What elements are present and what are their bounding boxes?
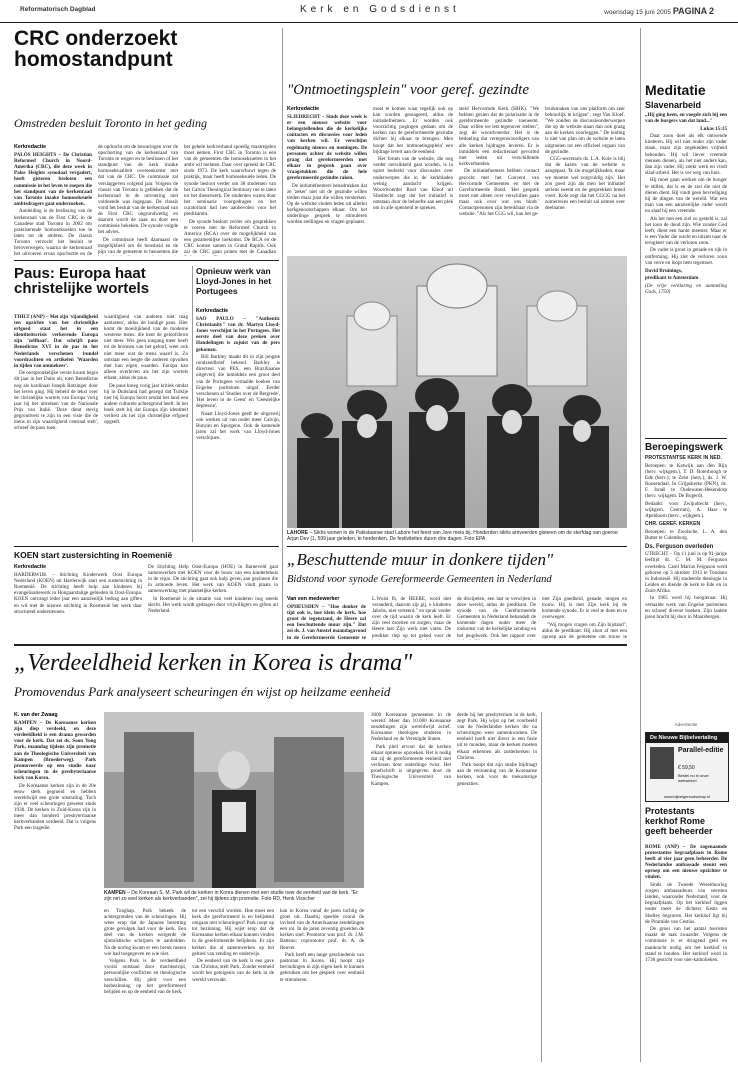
sikh-photo-caption: LAHORE – Sikhs wonen in de Pakistaanse stad Lahore het feest van Jore mela bij. Honderden sikhs arriveerden gisteren om de sterfdag van goeroe Arjan Dev (1, 599 jaar geleden, te herdenken. De festiviteiten duren drie dagen. Foto EPA — [287, 530, 618, 542]
paper-name: Reformatorisch Dagblad — [20, 6, 96, 13]
meditatie-ref: Lukas 15:15 — [700, 125, 727, 132]
beroepingswerk-text: Beroepen: te Zwolsche, L. A. den Butter te Culemborg. — [645, 528, 727, 541]
crc-paragraph: het gehele kerkverband spoedig maatregelen moet nemen. First CRC in Toronto is een van de gemeenten die homoseksuelen in het ambt wil toelaten. Daar over spreekt de CRC sinds 1973. De kerk waarschuwt tegen de praktijk, maar heeft homoseksuele leden. De synode besloot verder om 38 studenten van het Calvin Theological Seminary toe te laten tot het dienstwerk. De studenten waren door het seminarie voorgedragen en het curatorium had hen aanbevolen voor het predikambt. — [184, 144, 276, 218]
korea-paragraph: De Koreaanse kerken zijn in de 20e eeuw sterk gegroeid en hebben wereldwijd een grote uitstraling. Toch zijn er veel scheuringen geweest sinds 1938. De kerken in Zuid-Korea zijn in meer dan honderd presbyteriaanse kerkverbanden verdeeld. Dat is volgens Park een tragedie. — [14, 782, 96, 832]
bidstond-paragraph: "Wij mogen vragen om Zijn bijstand", aldus de predikant. Hij sloot af met een oproep aan de gemeente om trouw te — [542, 621, 627, 640]
bidstond-kicker: Van een medewerker — [287, 596, 340, 602]
divider — [14, 644, 627, 646]
section-title: Kerk en Godsdienst — [300, 4, 460, 15]
korea-byline: K. van der Zwaag — [14, 712, 58, 718]
korea-paragraph: derde bij het presbyterium in de kerk, zegt Park. Hij wijst op het voorbeeld van de Nederlandse kerken die na scheuringen weer samenkwamen. De eenheid hoeft niet direct in een fusie uit te monden, maar de kerken moeten elkaar erkennen als zusterkerken in Christus. — [457, 712, 537, 761]
column-divider — [541, 712, 542, 1062]
crc-headline: CRC onderzoekt homostandpunt — [14, 28, 178, 70]
column-divider — [192, 266, 193, 542]
meditatie-title: Slavenarbeid — [645, 100, 702, 110]
bidstond-lead: OPHEUSDEN – "Hoe donker de tijd ook is, hoe klein de kerk, hoe groot de tegenstand, de Heere zal een beschuttende muur zijn." Dat zei ds. J. van Amstel maandagavond in de Gereformeerde Gemeente te — [287, 604, 366, 640]
lloyd-paragraph: Naast Lloyd-Jones geeft de uitgeverij ook werken uit van onder meer Calvijn, Bunyan en Spurgeon. Ook de komende jaren zal het werk van Lloyd-Jones verschijnen. — [196, 410, 280, 441]
beroepingswerk-text: Beroepen: te Katwijk aan den Rijn (herv. wijkgem.), T. D. Boterboogh te Ede (herv.); te Zeist (herv.), ds. J. W. Roosendaal. In Grijpskerke (PKN), ds. F. Israël te Oudewater-Hekendorp (herv. wijkgem. De Bogerd). — [645, 462, 727, 500]
synode-lead: SLIEDRECHT – Sinds deze week is er een nieuwe website voor belangstellenden die de kerkelijke contacten en discussies voor leden van kerken wil. Er verschijnt regelmatig nieuws en meningen. De personen achter de website willen graag dat gereformeerden met elkaar in gesprek gaan over vraagstukken die de hele gereformeerde gezindte raken. — [287, 114, 367, 182]
bidstond-subhead: Bidstond voor synode Gereformeerde Gemeenten in Nederland — [287, 574, 552, 585]
beroepingswerk-column — [645, 442, 727, 718]
synode-paragraph: De initiatiefnemers benadrukken dat ze 'zeker' niet uit de gezindte willen treden maar juist die willen versterken. Op de website vinden leden uit allerlei kerkgenootschappen elkaar. Om het onderlinge gesprek te stimuleren worden stellingen en vragen geplaatst. — [287, 182, 367, 226]
protestants-body — [645, 844, 727, 1062]
paus-paragraph: De paus kreeg vorig jaar kritiek omdat hij in Duitsland had gezegd dat Turkije niet bij Europa hoort omdat het land een andere culturele achtergrond heeft. In het boek stelt hij dat Europa zijn identiteit verliest als het zijn christelijke erfgoed opgeeft. — [104, 382, 188, 426]
divider — [14, 260, 279, 261]
sikh-photo — [287, 256, 627, 528]
synode-paragraph: Het forum van de website, die nog verder ontwikkeld gaat worden, is in opzet bedoeld voor discussies over onderwerpen die in de kerkbladen weinig aandacht krijgen. Woordvoerder Roel van Kloof uit Sliedrecht zegt dat het initiatief is ontstaan door de behoefte aan een plek om in alle openheid te spreken. — [373, 156, 453, 211]
lloyd-headline: Opnieuw werk van Lloyd-Jones in het Portugees — [196, 266, 272, 296]
koen-kicker: Kerkredactie — [14, 564, 47, 570]
crc-paragraph: De synode besloot verder om gesprekken te voeren met de Reformed Church in America (RCA) over de mogelijkheid van een gezamenlijke toekomst. De RCA en de CRC komen samen in Grand Rapids. Ook zal de CRC gaan praten met de Canadian — [184, 218, 276, 256]
beroepingswerk-sub: CHR. GEREF. KERKEN — [645, 520, 701, 527]
koen-col-1 — [14, 564, 142, 640]
synode-kicker: Kerkredactie — [287, 106, 320, 112]
crc-kicker: Kerkredactie — [14, 144, 47, 150]
page-header — [0, 0, 738, 23]
synode-paragraph: CGG-secretaris ds. L.A. Kole is blij dat de kaarts van de website is aangepast. 'Ik zie mogelijkheden, maar we moeten wel zorgvuldig zijn.' Het zou goed zijn als men het initiatief serieus neemt en de gesprekken breed voert. Kole zegt dat het CGGG na het zomerreces een besluit zal nemen over deelname. — [545, 156, 625, 211]
koen-paragraph: De Stichting Help Oost-Europa (HOE) in Barneveld gaat samenwerken met KOEN voor de bouw van een kindertehuis in de regio. De stichting gaat ook hulp geven aan gezinnen die in armoede leven. Het werk van KOEN vindt plaats in samenwerking met plaatselijke kerken. — [148, 564, 278, 595]
bidstond-col-3 — [457, 596, 536, 640]
crc-lead: PALOS HEIGHTS – De Christian Reformed Church in Noord-Amerika (CRC), die deze week in Palos Heights synodaal vergadert, heeft gisteren besloten een commissie in het leven te roepen die het standpunt van de kerkenraad van Toronto inzake homoseksuele ambtsdragers gaat onderzoeken. — [14, 152, 92, 207]
korea-paragraph: Park heeft een lange geschiedenis van pastoraat in Korea. Hij hoopt zijn bevindingen in zijn eigen kerk te kunnen gebruiken om het gesprek over eenheid te stimuleren. — [280, 952, 364, 983]
meditatie-role: predikant te Amsterdam — [645, 275, 699, 282]
korea-paragraph: en Tonghap. Park bekeek de achtergronden van de scheuringen. Hij wees erop dat de Japanse bezetting grote gevolgen had voor de kerk. Een deel van de kerken weigerde de sjintoïstische schrijnen te aanbidden. Na de oorlog kwam er een breuk tussen wie had toegegeven en wie niet. — [104, 908, 186, 957]
koen-paragraph: HARDERWIJK – Stichting Kinderwerk Oost Europa Nederland (KOEN) uit Harderwijk start een zustersichting in Roemenië. De stichting heeft hulp aan kinderen bij evangelisatiewerk in Hongaarstalige gebieden in Oost-Europa. KOEN ontvangt ieder jaar een aanzienlijk bedrag aan giften en wil met de nieuwe stichting in Roemenië het werk daar structureel ondersteunen. — [14, 572, 142, 615]
korea-paragraph: 3000 Koreaanse gemeenten in de wereld. Meer dan 10.000 Koreaanse zendelingen zijn wereldwijd actief. Koreaanse theologen studeren in Nederland en de Verenigde Staten. — [371, 712, 451, 743]
divider — [645, 438, 727, 439]
sidebar-divider — [640, 28, 641, 1062]
meditatie-paragraph: Daar zoon doet als elk ontwende kinderen. Hij wil niet onder zijn vader staan, maar zijn zegeketden vrijheid behouden. Hij wil liever vreemde mensen dienen, als het niet anders kan, dan zijn vader. Hij zoekt werk en vindt slaaf-arbeid. Het is ver weg van huis. — [645, 133, 727, 176]
korea-col-1 — [14, 712, 96, 1062]
protestants-lead: ROME (ANP) – De zogenaamde protestantse begraafplaats in Rome heeft al vier jaar geen beheerder. De Nederlandse ambassade steunt een oproep om een nieuwe opzichter te vinden. — [645, 844, 727, 881]
korea-paragraph: kan in Korea vanaf de jaren tachtig de groei uit. Daarbij speelde vooral de invloed van de Amerikaanse zendelingen een rol. In de jaren zeventig groeiden de kerken snel. Promotor was prof. dr. J.M. Batteau; copromotor prof. dr. A. de Reuver. — [280, 908, 364, 951]
lloyd-kicker: Kerkredactie — [196, 308, 229, 314]
photo-credit: Foto EPA — [464, 536, 486, 542]
koen-col-2 — [148, 564, 278, 640]
korea-headline: „Verdeeldheid kerken in Korea is drama" — [14, 650, 413, 676]
bidstond-headline: „Beschuttende muur in donkere tijden" — [287, 550, 554, 569]
korea-paragraph: Park hoopt dat zijn studie bijdraagt aan de verzoening van de Koreaanse kerken, ook voor de toekomstige generaties. — [457, 762, 537, 787]
synode-paragraph: steld Hervormde Kerk (HHK). "We hebben gezien dat de polarisatie in de gereformeerde gezindte toeneemt. Daar willen we iets tegenover stellen", zegt de woordvoerder. Het is de bedoeling dat vertegenwoordigers van alle kerken bijdragen leveren. Er is inmiddels een redactieraad gevormd met leden uit verschillende kerkverbanden. — [459, 106, 539, 167]
paus-lead: TIHLT (ANP) – Met zijn 'vijandigheid ten opzichte van het christelijke erfgoed staat het in een identiteitscrisis verkerende Europa zijn 'zelfhaat'. Dat schrijft paus Benedictus XVI in de pas in het Nederlands verschenen bundel voordrachten en artikelen 'Waarden in tijden van ommekeer'. — [14, 314, 98, 369]
beroepingswerk-heading: Beroepingswerk — [645, 442, 723, 453]
meditatie-paragraph: Als het met een ziel zo gesteld is, zal het loon de dood zijn. Wie zonder God leeft, dient een harde meester. Maar er is een Vader die wacht en uitziet naar de terugkeer van de verloren zoon. — [645, 215, 727, 246]
book-icon — [650, 747, 674, 779]
korea-photo-image — [104, 712, 364, 888]
synode-paragraph: bruikmaken van ons platform om zeer behoorlijk te krijgen", zegt Van Kloef. "We zouden de discussieonderwerpen die op de website staan dan ook graag aan de kerken voorleggen." De leiding is niet van plan om de website te laten uitgroeien tot een officieel orgaan van de gezindte. — [545, 106, 625, 155]
synode-paragraph: moet te komen waar tegelijk ook op kan worden gereageerd, aldus de initiatiefnemers. Er worden ook voorzichtig pogingen gedaan om de kerken van de gereformeerde gezindte dichter bij elkaar te brengen. Men hoopt dat het 'ontmoetingsplein' een bijdrage levert aan de eenheid. — [373, 106, 453, 155]
ad-label: Advertentie — [674, 722, 698, 727]
koen-headline: KOEN start zustersichting in Roemenië — [14, 550, 173, 560]
crc-col-3 — [184, 144, 276, 256]
korea-photo — [104, 712, 364, 888]
bidstond-col-2 — [372, 596, 451, 640]
korea-subhead: Promovendus Park analyseert scheuringen én wijst op heilzame eenheid — [14, 684, 391, 699]
meditatie-signature: David Bruinings, — [645, 267, 683, 274]
ad-bar: De Nieuwe Bijbelvertaling — [646, 733, 728, 743]
korea-col-5 — [371, 712, 451, 1062]
synode-col-3 — [459, 106, 539, 254]
page-date: woensdag 15 juni 2005 PAGINA 2 — [604, 6, 714, 16]
korea-col-4 — [280, 908, 364, 1062]
bidstond-paragraph: met Zijn goedheid, genade, mogen en trouw. Hij is met Zijn kerk bij de komende synode. Er is veel te doen en te overwegen. — [542, 596, 627, 621]
korea-paragraph: De eenheid van de kerk is een gave van Christus, stelt Park. Zonder eenheid wordt het getuigenis van de kerk in de wereld verzwakt. — [192, 958, 274, 983]
crc-paragraph: De commissie heeft daarnaast de mogelijkheid om de boosheid en de pijn van de gemeente te benoemen die — [98, 236, 178, 256]
column-divider — [282, 28, 283, 640]
ferguson-text: In 1965 werd hij hoogleraar. Hij vertaalde werk van Engelse puriteinen en schreef diverse boeken. Zijn laatste jaren bracht hij door in Maarsbergen. — [645, 595, 727, 620]
beroepingswerk-text: Bedankt: voor Zwijndrecht (herv., wijkgem. Centrum), A. Haar te Apeldoorn (herv., wijkgem.). — [645, 500, 727, 519]
synode-headline: "Ontmoetingsplein" voor geref. gezindte — [287, 82, 529, 98]
meditatie-column — [645, 82, 727, 432]
korea-photo-caption: KAMPEN – De Koreaan S. M. Park wil de kerken in Korea dienen met een studie over de eenheid van de kerk. "Er zijn net zo veel kerken als kerkverbanden", zei hij tijdens zijn promotie. Foto RD, Henk Visscher — [104, 890, 358, 902]
korea-lead: KAMPEN – De Koreaanse kerken zijn diep verdeeld, en deze verdeeldheid is een drama geworden voor de kerk. Dat zei ds. Soon Yong Park, maandag tijdens zijn promotie aan de Theologische Universiteit van Kampen (Broederweg). Park promoveerde op een studie naar scheuringen in de presbyteriaanse kerk van Korea. — [14, 720, 96, 781]
korea-paragraph: Volgens Park is de verdeeldheid vooral ontstaan door machtsstrijd, persoonlijke conflicten en theologische verschillen. Hij pleit voor een herbezinning op het gereformeerd belijden en op de eenheid van de kerk. — [104, 958, 186, 995]
beroepingswerk-sub: PROTESTANTSE KERK IN NED. — [645, 455, 722, 461]
meditatie-heading: Meditatie — [645, 82, 706, 98]
crc-headline-box — [14, 28, 279, 70]
ad-text: Bestel nu in onze webwinkel — [678, 773, 709, 783]
meditatie-paragraph: Hij moet gaan werken om de honger te stillen, dat is en de ziel die niet de dieren dient. Hij vindt geen bevrediging bij de dingen van de wereld. Wat een man van een aanzienlijke vader wordt nu slaaf bij een vreemde. — [645, 177, 727, 214]
bidstond-paragraph: de discipelen, een last te verwijten in deze wereld, aldus de predikant. De synode van de Gereformeerde Gemeenten in Nederland behandelt de komende dagen onder meer de toekomst van de kerkelijke zending en het jeugdwerk. Ook het rapport over — [457, 596, 536, 639]
bidstond-col-4 — [542, 596, 627, 640]
paus-col-1 — [14, 314, 98, 542]
crc-subhead: Omstreden besluit Toronto in het geding — [14, 116, 207, 130]
crc-paragraph: Aanleiding is de beslissing van de kerkenraad van de First CRC in de Canadese stad Toronto in 2002 om praktiserende homoseksuelen toe te laten tot de ambten. De classis Toronto verzocht het besluit te heroverwegen, waarna de kerkenraad het uitvoeren ervan opschortte en de — [14, 208, 92, 256]
lloyd-body — [196, 308, 280, 542]
paus-col-2 — [104, 314, 188, 542]
ad-box[interactable] — [645, 732, 729, 802]
koen-paragraph: In Roemenië is de situatie van veel kinderen nog steeds slecht. Het werk wordt gedragen door vrijwilligers en giften uit Nederland. — [148, 595, 278, 615]
synode-paragraph: De initiatiefnemers hebben contact gezocht met het Convent van Hervormde Gemeenten en met de Gereformeerde Bond. 'Het gesprek moet niet alleen over verschillen gaan maar ook over wat ons bindt.' Contactpersonen zijn bereikbaar via de website. "Als het CGG wil, kan het ge- — [459, 168, 539, 218]
sikh-photo-image — [287, 256, 627, 528]
bidstond-col-1 — [287, 596, 366, 640]
ferguson-heading: Ds. Ferguson overleden — [645, 543, 714, 550]
meditatie-paragraph: De vader is groot in genade en rijk in ontferming. Hij ziet de verloren zoon van verre en loopt hem tegemoet. — [645, 247, 727, 266]
crc-col-1 — [14, 144, 92, 256]
synode-col-4 — [545, 106, 625, 254]
korea-col-3 — [192, 908, 274, 1062]
crc-paragraph: de opdracht om de bewaringen over de opschorting van de kerkenraad van Toronto te wegen en te beslissen of het standpunt van de kerk inzake homoseksualiteit overeenkomst met dat van de CRC. De commissie zal verslaggeven volgend jaar. Volgens de classis van Toronto is gebleken dat de kerkenraad in de uitvoering niet voldoende was ingegaan. De classis vond het besluit van de kerkenraad van de First CRC ongrondwettig en daarom wordt de zaak nu door een commissie bekeken. De synode volgde het advies. — [98, 144, 178, 236]
meditatie-note: (De vrije verklaring en aanmeling Gods, 1750) — [645, 282, 727, 296]
korea-paragraph: tot een verschil worden. Hoe moet een kerk die gereformeerd is en belijdend omgaan met scheuringen? Park roept op tot bezinning. Hij wijst erop dat de Koreaanse kerken elkaar kunnen vinden in de gereformeerde belijdenis. Er zijn kerken die al samenwerken op het gebied van zending en onderwijs. — [192, 908, 274, 957]
ad-footer[interactable]: www.bijbelgenootschap.nl — [663, 794, 711, 799]
synode-col-2 — [373, 106, 453, 254]
paus-paragraph: De oorspronkelijke versie kwam begin dit jaar in het Duits uit, toen Benedictus nog als kardinaal Joseph Ratzinger door het leven ging. Hij beheld de tekst over de christelijke wortels van Europa vorig jaar bij het uitreiken van de Nationale Prijs van Italië. 'Deze dient stevig gegrondvest te zijn in een visie die de mens in zijn waardigheid centraal stelt', schreef de paus toen. — [14, 370, 98, 432]
crc-col-2 — [98, 144, 178, 256]
bidstond-paragraph: L.Wuist fb, de HEERE, word niet veranderd, daarom zijt gij, o kinderen Jakobs, niet verteerd." en sprak verder over de tijd waarin de kerk leeft. Er zijn veel moeiten en zorgen, maar de Heere laat Zijn werk niet varen. De prediker riep op tot gebed voor de — [372, 596, 451, 639]
lloyd-lead: SAO PAULO – "Authentic Christianity" van dr. Martyn Lloyd-Jones verschijnt in het Portugees. Het eerste deel van deze preken over Handelingen is zojuist van de pers gekomen. — [196, 316, 280, 353]
ad-price: € 59,50 — [678, 765, 695, 771]
protestants-paragraph: De groei van het aantal toeristen maakt de taak zwaarder. Volgens de commissie is er dringend geld en mankracht nodig om het kerkhof in stand te houden. Het kerkhof werd in 1738 gesticht voor niet-katholieken. — [645, 926, 727, 963]
paus-paragraph: waardigheid van anderen niet mag aantasten', aldus de huidige paus. Hier komt de moeilijkheid van de moderne westerse mens: die kent de geloofsbron niet meer. Wie geen toegang meer heeft tot de bronnen van het geloof, weet ook niet meer wat de mens waard is. Zo ontstaat een leegte die anderen opvullen met hun eigen waarden. Europa kan alleen overleven als het zijn wortels erkent, aldus de paus. — [104, 314, 188, 381]
ferguson-text: UTRECHT – Op 11 juni is op 91-jarige leeftijd dr. C. M. M. Ferguson overleden. Carel Marius Ferguson werd geboren op 3 oktober 1913 te Tondano in Indonesië. Hij studeerde theologie in Leiden en diende de kerk te Ede en in Zuid-Afrika. — [645, 551, 727, 594]
protestants-headline: Protestants kerkhof Rome geeft beheerder — [645, 806, 713, 836]
ad-title: Parallel-editie — [678, 747, 724, 754]
meditatie-quote: „Hij ging heen, en voegde zich bij een van de burgers van dat land..." — [645, 112, 727, 125]
divider — [14, 546, 279, 547]
protestants-paragraph: Sinds de Tweede Wereldoorlog zorgen ambassadeurs van veertien landen, waaronder Nederland, voor de begraafplaats. Op het kerkhof liggen onder meer de dichters Keats en Shelley begraven. Het kerkhof ligt bij de Piramide van Cestius. — [645, 882, 727, 925]
synode-col-1 — [287, 106, 367, 254]
paus-headline: Paus: Europa haat christelijke wortels — [14, 266, 150, 298]
korea-col-6 — [457, 712, 537, 1062]
korea-col-2 — [104, 908, 186, 1062]
korea-paragraph: Park pleit ervoor dat de kerken elkaar opnieuw opzoeken. Het is nodig dat zij de gereformeerde eenheid niet verliezen door onderlinge twist. Het proefschrift is uitgegeven door de Theologische Universiteit van Kampen. — [371, 743, 451, 787]
divider — [287, 546, 627, 547]
lloyd-paragraph: Bill Barkley maakt dit in zijn jongste rondzendbrief bekend. Barkley is directeur van PES, een Braziliaanse uitgeverij die inmiddels een groot deel van de Portugees vertaalde boeken van Engelse puriteinen uitgaf. Eerder verschenen al 'Studies over de Bergrede', 'Het leven in de Geest' en 'Geestelijke depressie'. — [196, 354, 280, 409]
